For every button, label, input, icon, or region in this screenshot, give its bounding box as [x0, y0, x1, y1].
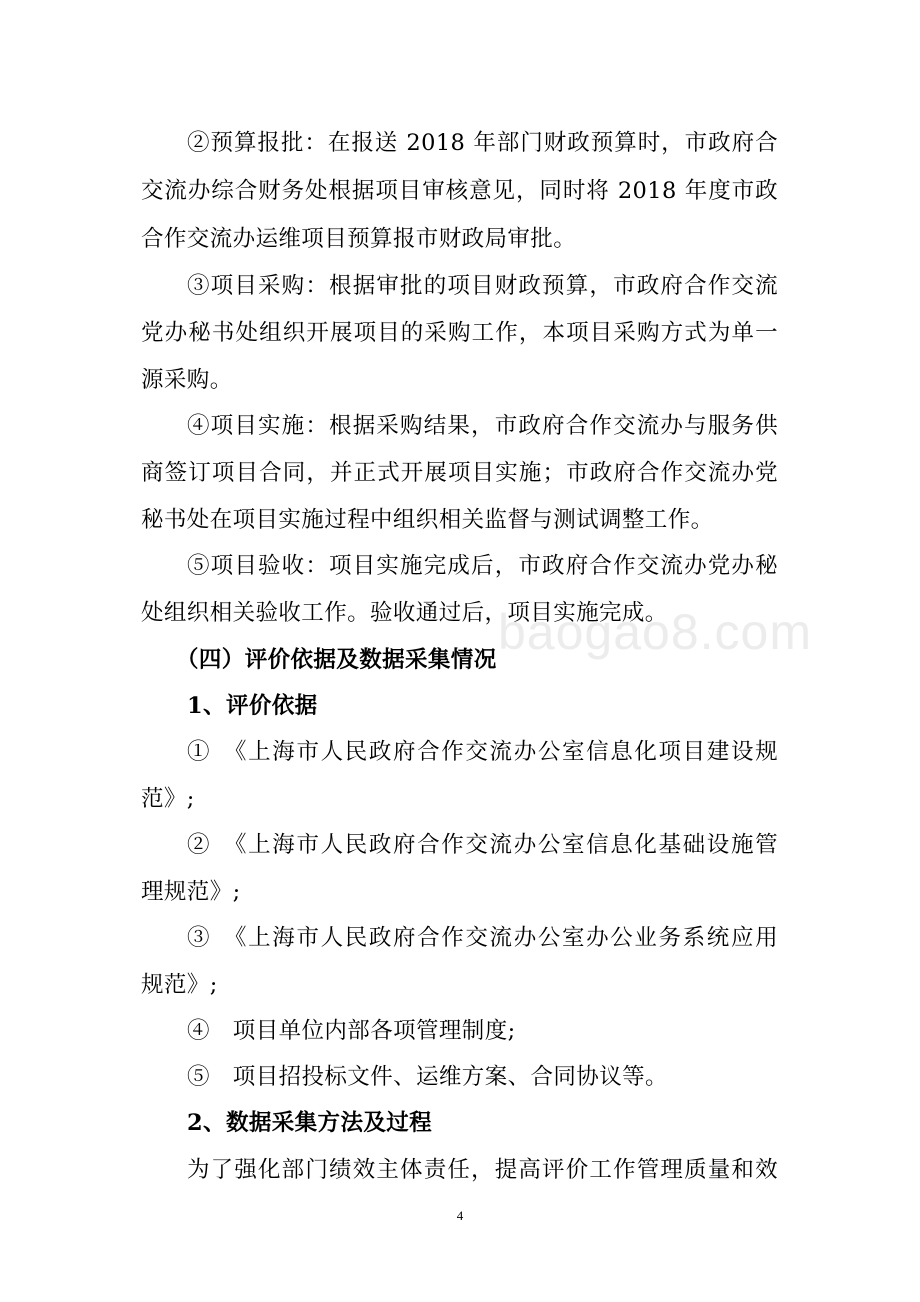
paragraph-line: 为了强化部门绩效主体责任，提高评价工作管理质量和效 — [187, 1157, 778, 1183]
paragraph-line: 党办秘书处组织开展项目的采购工作，本项目采购方式为单一 — [141, 320, 778, 346]
page-number: 4 — [456, 1208, 464, 1223]
paragraph-line: ⑤项目验收：项目实施完成后，市政府合作交流办党办秘 — [187, 553, 778, 579]
list-item: ② 《上海市人民政府合作交流办公室信息化基础设施管 — [187, 832, 778, 858]
subsection-heading: 2、数据采集方法及过程 — [187, 1110, 433, 1136]
paragraph-line: ④项目实施：根据采购结果，市政府合作交流办与服务供 — [187, 413, 778, 439]
list-item: ① 《上海市人民政府合作交流办公室信息化项目建设规 — [187, 739, 778, 765]
paragraph-line: 合作交流办运维项目预算报市财政局审批。 — [141, 226, 577, 252]
paragraph-line: 秘书处在项目实施过程中组织相关监督与测试调整工作。 — [141, 507, 714, 533]
list-item-continuation: 理规范》; — [141, 879, 241, 905]
subsection-heading: 1、评价依据 — [187, 693, 318, 719]
list-item: ③ 《上海市人民政府合作交流办公室办公业务系统应用 — [187, 925, 778, 951]
section-heading: （四）评价依据及数据采集情况 — [176, 647, 497, 673]
list-item: ④ 项目单位内部各项管理制度; — [187, 1018, 516, 1044]
paragraph-line: 源采购。 — [141, 367, 233, 393]
watermark: baogao8.com — [498, 604, 813, 660]
paragraph-line: 交流办综合财务处根据项目审核意见，同时将 2018 年度市政 — [141, 178, 778, 204]
paragraph-line: ②预算报批：在报送 2018 年部门财政预算时，市政府合 — [187, 130, 778, 156]
paragraph-line: 处组织相关验收工作。验收通过后，项目实施完成。 — [141, 600, 668, 626]
list-item-continuation: 范》; — [141, 786, 195, 812]
list-item-continuation: 规范》; — [141, 972, 218, 998]
list-item: ⑤ 项目招投标文件、运维方案、合同协议等。 — [187, 1064, 668, 1090]
paragraph-line: 商签订项目合同，并正式开展项目实施；市政府合作交流办党 — [141, 460, 778, 486]
paragraph-line: ③项目采购：根据审批的项目财政预算，市政府合作交流 — [187, 273, 778, 299]
